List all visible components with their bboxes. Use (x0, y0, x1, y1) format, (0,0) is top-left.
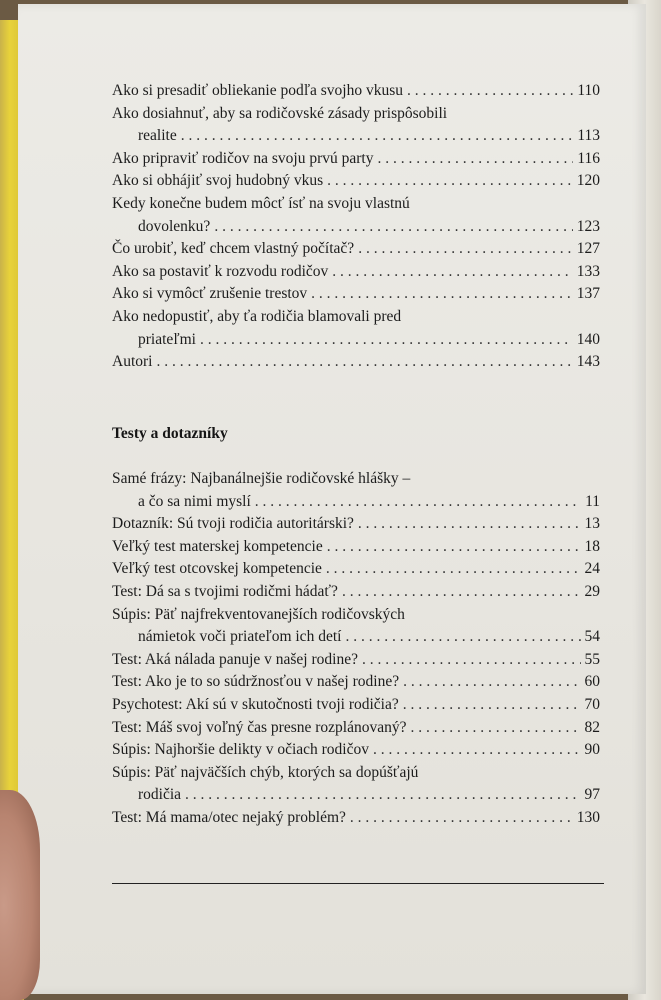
toc-leader-dots (403, 671, 580, 694)
toc-leader-dots (327, 170, 573, 193)
toc-entry-line (112, 784, 600, 807)
toc-leader-dots (345, 626, 580, 649)
toc-entry-line (112, 125, 600, 148)
toc-leader-dots (156, 351, 572, 374)
toc-entry-line (112, 306, 600, 329)
toc-entry-line (112, 604, 600, 627)
toc-page-number: 127 (576, 240, 600, 258)
toc-entry-title: Ako si presadiť obliekanie podľa svojho vkusu (112, 82, 404, 99)
toc-page-number: 54 (584, 628, 600, 646)
toc-page-number: 82 (584, 718, 600, 736)
toc-entry-title: rodičia (138, 786, 182, 804)
toc-page-number: 133 (576, 262, 600, 280)
toc-page-number: 143 (576, 353, 600, 371)
toc-page-number: 18 (584, 537, 600, 555)
toc-entry-title: Kedy konečne budem môcť ísť na svoju vlastnú (112, 194, 410, 212)
toc-entry-title: Autori (112, 353, 153, 371)
toc-leader-dots (181, 125, 574, 148)
toc-entry-line (112, 739, 600, 762)
toc-leader-dots (214, 216, 572, 239)
toc-page-number: 110 (577, 82, 600, 99)
toc-leader-dots (403, 694, 581, 717)
toc-entry-title: Test: Máš svoj voľný čas presne rozplánovaný? (112, 718, 407, 736)
toc-entry-title: Test: Aká nálada panuje v našej rodine? (112, 650, 358, 668)
toc-entry-title: Test: Dá sa s tvojimi rodičmi hádať? (112, 582, 338, 600)
toc-leader-dots (342, 581, 581, 604)
toc-leader-dots (332, 261, 572, 284)
toc-main-list (112, 80, 600, 374)
toc-entry-line (112, 807, 600, 830)
toc-tests-list (112, 468, 600, 830)
toc-entry-line (112, 694, 600, 717)
toc-leader-dots (311, 283, 573, 306)
toc-entry-title: Test: Ako je to so súdržnosťou v našej rodine? (112, 673, 400, 691)
toc-entry-line (112, 351, 600, 374)
toc-page-number: 140 (576, 330, 600, 348)
toc-page-number: 120 (576, 172, 600, 190)
toc-entry-title: Veľký test materskej kompetencie (112, 537, 323, 555)
toc-entry-line (112, 193, 600, 216)
toc-page-number: 24 (584, 560, 600, 578)
toc-entry-title: Súpis: Najhoršie delikty v očiach rodičov (112, 741, 369, 759)
toc-entry-line (112, 261, 600, 284)
divider-rule (112, 883, 604, 884)
toc-entry-title: námietok voči priateľom ich detí (138, 628, 342, 646)
toc-leader-dots (410, 717, 580, 740)
toc-entry-line (112, 329, 600, 352)
toc-entry-title: Súpis: Päť najväčších chýb, ktorých sa dopúšťajú (112, 763, 419, 781)
toc-page-number: 29 (584, 582, 600, 600)
toc-leader-dots (185, 784, 580, 807)
toc-entry-line (112, 283, 600, 306)
toc-leader-dots (407, 80, 573, 103)
toc-page-number: 97 (584, 786, 600, 804)
toc-entry-title: realite (138, 127, 177, 145)
toc-entry-line (112, 558, 600, 581)
toc-entry-line (112, 148, 600, 171)
toc-entry-title: Ako dosiahnuť, aby sa rodičovské zásady prispôsobili (112, 104, 448, 122)
toc-entry-title: Ako sa postaviť k rozvodu rodičov (112, 262, 329, 280)
toc-entry-title: Ako si vymôcť zrušenie trestov (112, 285, 308, 303)
toc-entry-line (112, 671, 600, 694)
toc-page-number: 13 (584, 515, 600, 533)
toc-entry-title: Veľký test otcovskej kompetencie (112, 560, 322, 578)
toc-leader-dots (327, 536, 581, 559)
toc-page-number: 55 (584, 650, 600, 668)
toc-page-number: 116 (577, 149, 600, 167)
toc-entry-line (112, 468, 600, 491)
toc-page-number: 113 (577, 127, 600, 145)
toc-leader-dots (362, 649, 581, 672)
toc-entry-title: Čo urobiť, keď chcem vlastný počítač? (112, 240, 355, 258)
toc-page-number: 130 (576, 808, 600, 826)
section-heading: Testy a dotazníky (112, 425, 228, 442)
toc-leader-dots (358, 513, 581, 536)
toc-entry-line (112, 513, 600, 536)
toc-leader-dots (255, 491, 581, 514)
toc-entry-title: Samé frázy: Najbanálnejšie rodičovské hlášky – (112, 470, 411, 487)
toc-leader-dots (326, 558, 581, 581)
toc-entry-line (112, 717, 600, 740)
toc-entry-line (112, 491, 600, 514)
thumb (0, 790, 40, 1000)
toc-leader-dots (200, 329, 573, 352)
toc-entry-title: Test: Má mama/otec nejaký problém? (112, 808, 346, 826)
toc-leader-dots (373, 739, 581, 762)
toc-entry-title: Súpis: Päť najfrekventovanejších rodičovských (112, 605, 405, 623)
toc-entry-title: a čo sa nimi myslí (138, 492, 251, 510)
toc-entry-line (112, 103, 600, 126)
toc-entry-line (112, 581, 600, 604)
toc-entry-line (112, 238, 600, 261)
toc-page-number: 70 (584, 695, 600, 713)
toc-page-number: 123 (576, 217, 600, 235)
toc-entry-title: Ako si obhájiť svoj hudobný vkus (112, 172, 324, 190)
toc-entry-title: Dotazník: Sú tvoji rodičia autoritárski? (112, 515, 354, 533)
toc-entry-line (112, 170, 600, 193)
toc-entry-title: Psychotest: Akí sú v skutočnosti tvoji rodičia? (112, 695, 399, 713)
toc-page-number: 11 (585, 492, 600, 510)
toc-entry-line (112, 536, 600, 559)
toc-entry-line (112, 216, 600, 239)
toc-entry-title: dovolenku? (138, 217, 211, 235)
toc-entry-line (112, 80, 600, 103)
toc-page-number: 90 (584, 741, 600, 759)
toc-entry-title: priateľmi (138, 330, 196, 348)
toc-leader-dots (358, 238, 573, 261)
toc-entry-line (112, 649, 600, 672)
toc-leader-dots (350, 807, 573, 830)
toc-entry-title: Ako pripraviť rodičov na svoju prvú party (112, 149, 374, 167)
toc-page-number: 60 (584, 673, 600, 691)
toc-leader-dots (377, 148, 573, 171)
toc-entry-title: Ako nedopustiť, aby ťa rodičia blamovali pred (112, 307, 402, 325)
toc-entry-line (112, 626, 600, 649)
toc-entry-line (112, 762, 600, 785)
toc-page-number: 137 (576, 285, 600, 303)
